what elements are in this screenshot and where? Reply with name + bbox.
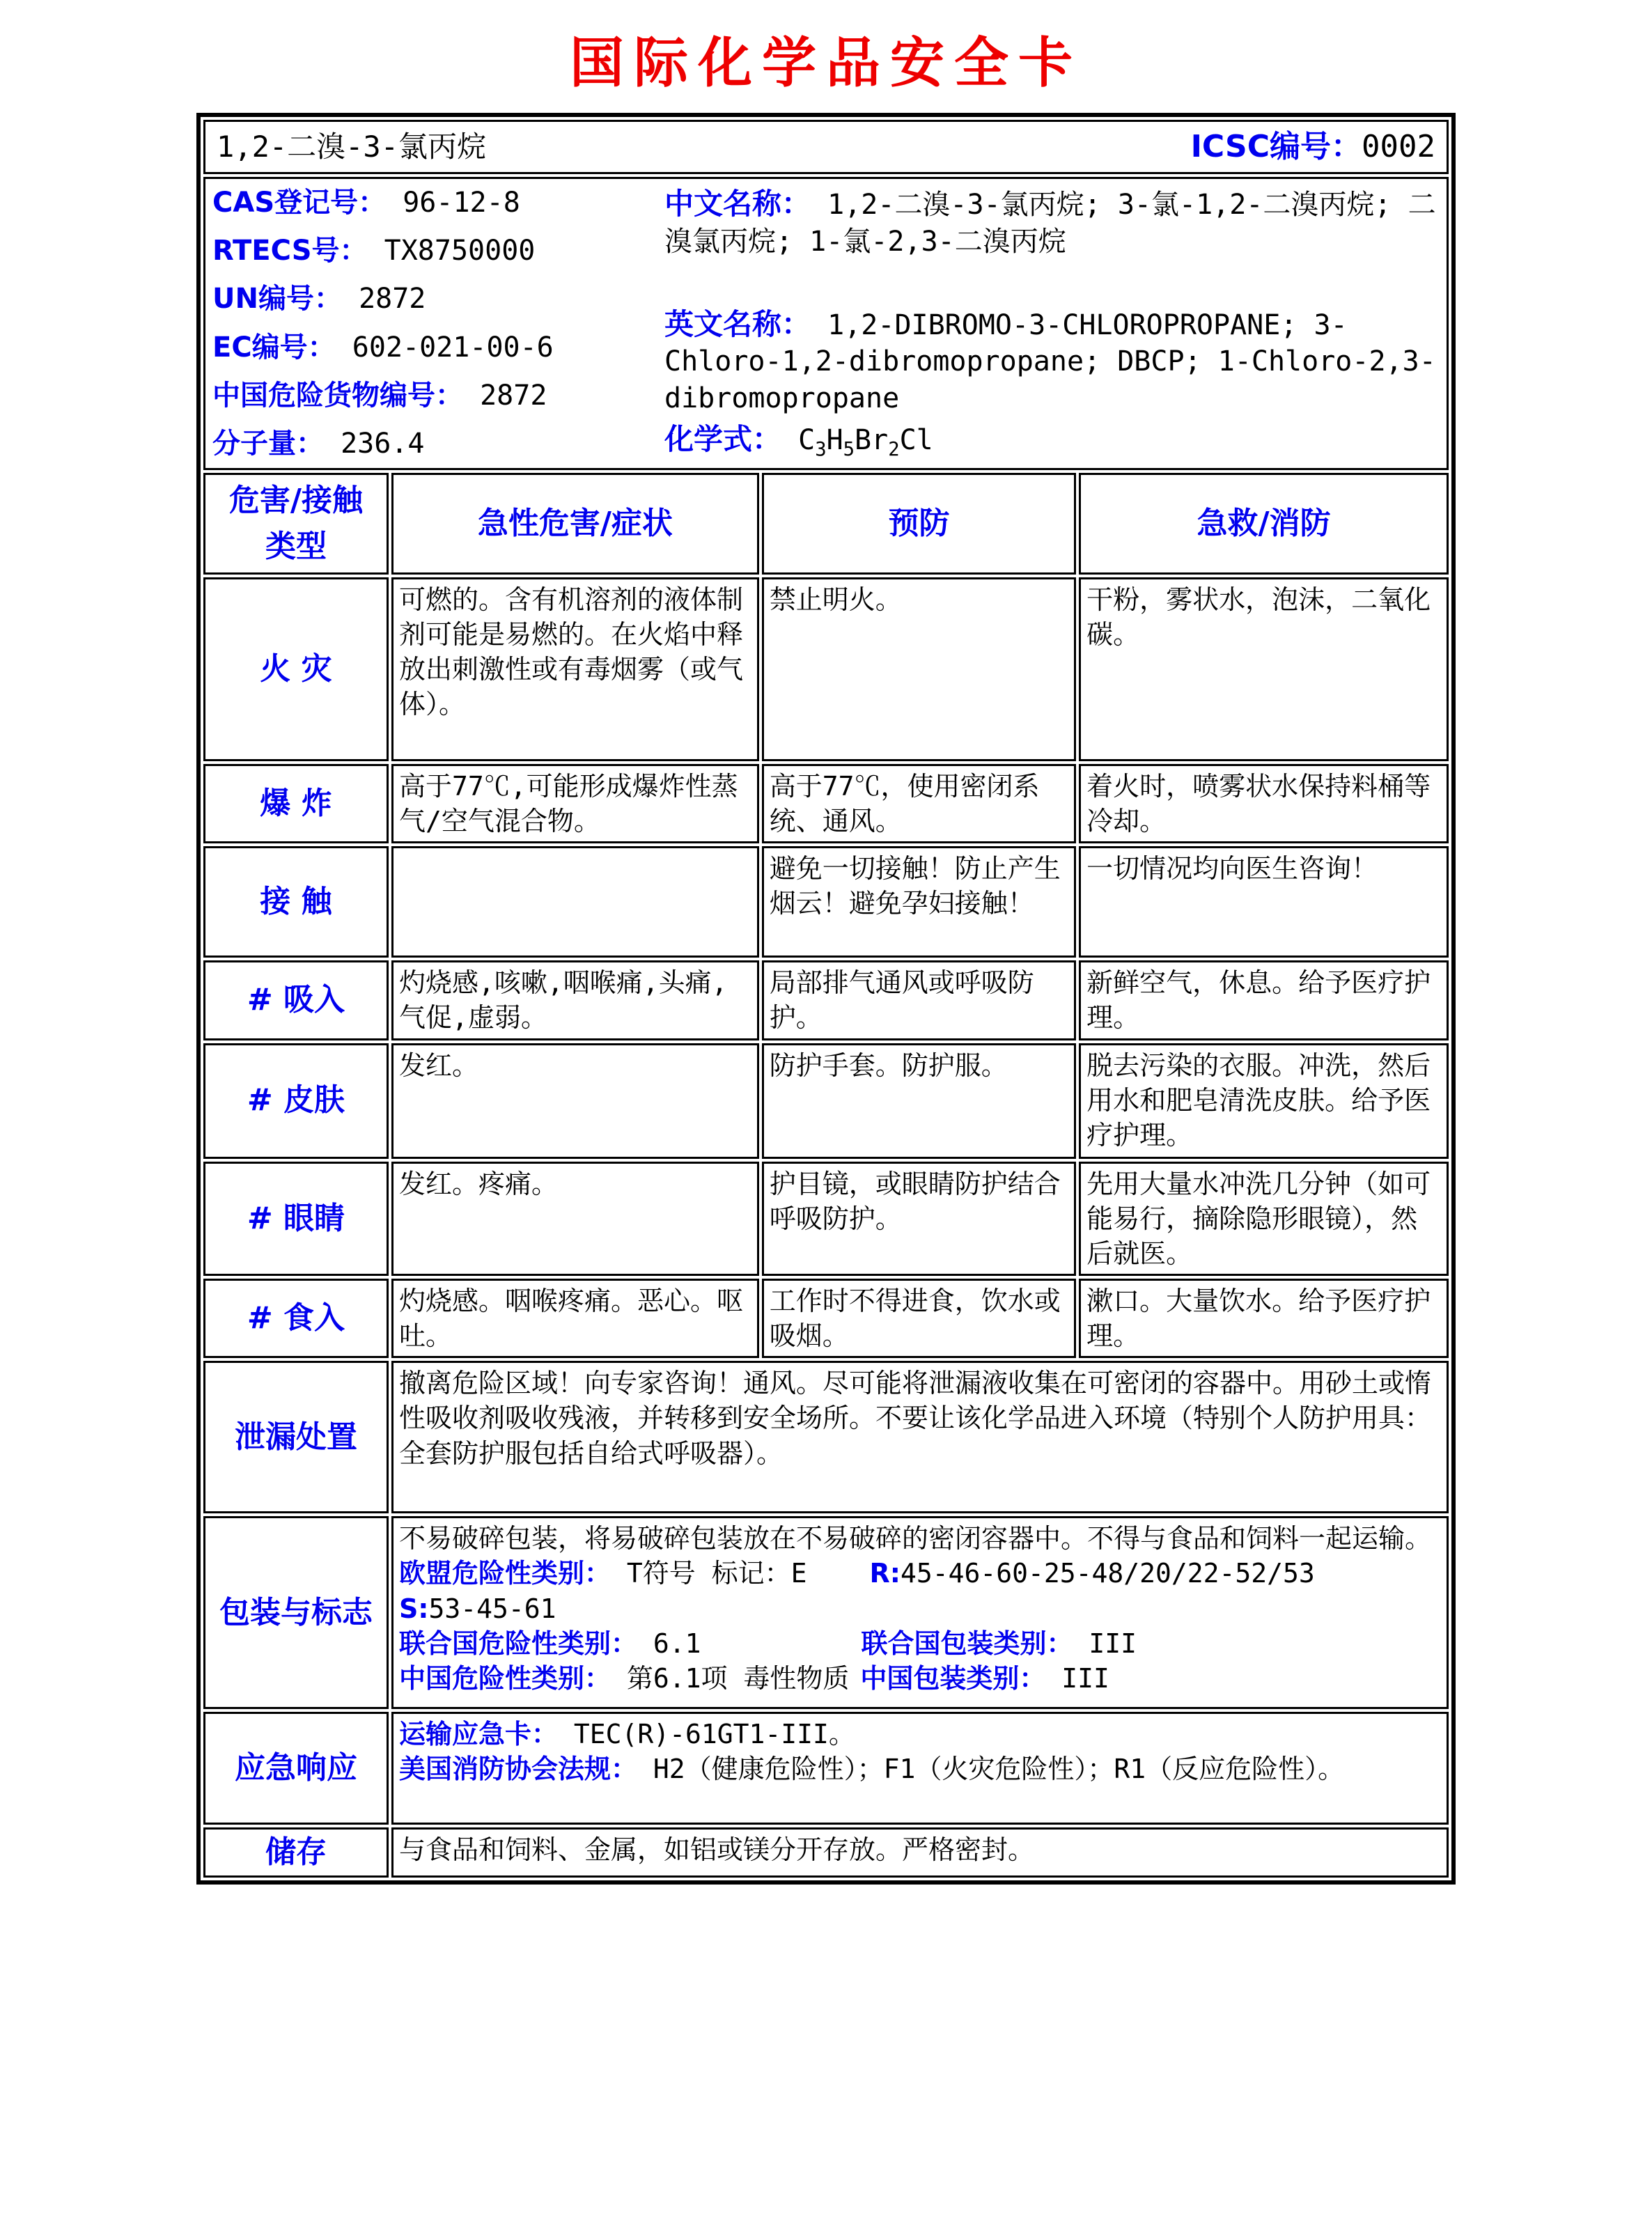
column-header-first-aid: 急救/消防 (1079, 473, 1449, 575)
s-phrases-line (399, 1591, 1441, 1626)
registry-numbers (212, 185, 662, 462)
icsc-number-group (1191, 127, 1435, 167)
ec-number-line (212, 329, 662, 366)
cn-class-line: 中国危险性类别： 第6.1项 毒性物质 中国包装类别： III (398, 1662, 1109, 1694)
molecular-weight-label: 分子量： (212, 428, 324, 460)
un-number-line (212, 281, 662, 318)
safety-card-table (196, 113, 1456, 1885)
cas-value: 96-12-8 (403, 187, 520, 219)
emergency-response-content (391, 1712, 1449, 1825)
skin-prevention: 防护手套。防护服。 (762, 1043, 1076, 1159)
un-packing-group-label: 联合国包装类别： (861, 1628, 1073, 1659)
hazard-label-contact: 接 触 (203, 846, 389, 958)
contact-symptoms (391, 846, 759, 958)
rtecs-number-line (212, 233, 662, 270)
ec-label: EC编号： (212, 331, 336, 364)
skin-first-aid: 脱去污染的衣服。冲洗，然后用水和肥皂清洗皮肤。给予医疗护理。 (1079, 1043, 1449, 1159)
formula-value: $C_3H_5Br_2Cl$ (798, 423, 933, 460)
transport-emergency-card-line: 运输应急卡： TEC(R)-61GT1-III。 (398, 1719, 855, 1750)
inhalation-first-aid: 新鲜空气，休息。给予医疗护理。 (1079, 960, 1449, 1040)
ingestion-symptoms: 灼烧感。咽喉疼痛。恶心。呕吐。 (391, 1279, 759, 1358)
r-phrases-label: R: (869, 1558, 901, 1589)
eyes-symptoms: 发红。疼痛。 (391, 1162, 759, 1276)
explosion-first-aid: 着火时，喷雾状水保持料桶等冷却。 (1079, 764, 1449, 843)
inhalation-symptoms: 灼烧感,咳嗽,咽喉痛,头痛,气促,虚弱。 (391, 960, 759, 1040)
eu-hazard-class-label: 欧盟危险性类别： (398, 1558, 611, 1589)
icsc-label: ICSC编号： (1190, 128, 1362, 164)
molecular-weight-value: 236.4 (341, 428, 425, 460)
eyes-first-aid: 先用大量水冲洗几分钟（如可能易行，摘除隐形眼镜），然后就医。 (1079, 1162, 1449, 1276)
column-header-prevention: 预防 (762, 473, 1076, 575)
cn-hazard-class-label: 中国危险性类别： (398, 1662, 611, 1694)
hazard-label-skin: # 皮肤 (203, 1043, 389, 1159)
s-phrases-label: S: (398, 1593, 429, 1624)
column-header-symptoms: 急性危害/症状 (391, 473, 759, 575)
cn-dangerous-goods-line (212, 377, 662, 414)
fire-symptoms: 可燃的。含有机溶剂的液体制剂可能是易燃的。在火焰中释放出刺激性或有毒烟雾（或气体）。 (391, 577, 759, 761)
hazard-label-fire: 火 灾 (203, 577, 389, 761)
section-label-emergency-response: 应急响应 (203, 1712, 389, 1825)
un-label: UN编号： (212, 283, 342, 315)
un-value: 2872 (359, 283, 426, 315)
ingestion-prevention: 工作时不得进食，饮水或吸烟。 (762, 1279, 1076, 1358)
s-phrases-value: 53-45-61 (428, 1593, 556, 1624)
nfpa-line: 美国消防协会法规： H2（健康危险性）；F1（火灾危险性）；R1（反应危险性）。 (398, 1754, 1345, 1785)
eyes-prevention: 护目镜，或眼睛防护结合呼吸防护。 (762, 1162, 1076, 1276)
explosion-symptoms: 高于77℃,可能形成爆炸性蒸气/空气混合物。 (391, 764, 759, 843)
page-title: 国际化学品安全卡 (569, 32, 1082, 95)
contact-prevention: 避免一切接触！防止产生烟云！避免孕妇接触！ (762, 846, 1076, 958)
cas-number-line (212, 185, 662, 221)
molecular-weight-line (212, 426, 662, 462)
contact-first-aid: 一切情况均向医生咨询！ (1079, 846, 1449, 958)
spill-disposal-text: 撤离危险区域！向专家咨询！通风。尽可能将泄漏液收集在可密闭的容器中。用砂土或惰性吸收剂吸收残液，并转移到安全场所。不要让该化学品进入环境（特别个人防护用具：全套防护服包括自给式呼吸器）。 (391, 1361, 1449, 1513)
section-label-storage: 储存 (203, 1827, 389, 1878)
chinese-name-value: 1,2-二溴-3-氯丙烷; 3-氯-1,2-二溴丙烷; 二溴氯丙烷; 1-氯-2,3-二溴丙烷 (664, 189, 1436, 258)
rtecs-value: TX8750000 (384, 235, 536, 267)
inhalation-prevention: 局部排气通风或呼吸防护。 (762, 960, 1076, 1040)
ingestion-first-aid: 漱口。大量饮水。给予医疗护理。 (1079, 1279, 1449, 1358)
cn-dangerous-goods-value: 2872 (480, 379, 547, 412)
fire-first-aid: 干粉，雾状水，泡沫，二氧化碳。 (1079, 577, 1449, 761)
column-header-type: 危害/接触 类型 (203, 473, 389, 575)
formula-label: 化学式： (664, 421, 782, 456)
section-label-spill-disposal: 泄漏处置 (203, 1361, 389, 1513)
english-name-label: 英文名称： (664, 306, 811, 341)
packaging-content (391, 1516, 1449, 1709)
chemical-names (662, 185, 1445, 462)
transport-emergency-card-label: 运输应急卡： (398, 1719, 558, 1750)
rtecs-label: RTECS号： (212, 235, 368, 267)
un-class-line: 联合国危险性类别： 6.1 联合国包装类别： III (398, 1628, 1137, 1659)
section-label-packaging: 包装与标志 (203, 1516, 389, 1709)
packaging-intro: 不易破碎包装，将易破碎包装放在不易破碎的密闭容器中。不得与食品和饲料一起运输。 (398, 1523, 1431, 1554)
hazard-label-ingestion: # 食入 (203, 1279, 389, 1358)
formula-block (664, 420, 1445, 462)
chemical-name: 1,2-二溴-3-氯丙烷 (217, 130, 487, 164)
header-row (203, 120, 1449, 174)
explosion-prevention: 高于77℃，使用密闭系统、通风。 (762, 764, 1076, 843)
chinese-name-label: 中文名称： (664, 187, 811, 221)
eu-hazard-class-line: 欧盟危险性类别： T符号 标记：E R:45-46-60-25-48/20/22-52/53 (398, 1558, 1315, 1589)
english-name-block (664, 305, 1445, 417)
ec-value: 602-021-00-6 (352, 331, 554, 364)
cn-dangerous-goods-label: 中国危险货物编号： (212, 379, 463, 412)
nfpa-label: 美国消防协会法规： (398, 1754, 637, 1785)
identification-row (203, 177, 1449, 470)
hazard-label-eyes: # 眼睛 (203, 1162, 389, 1276)
r-phrases-value: 45-46-60-25-48/20/22-52/53 (900, 1558, 1315, 1589)
chinese-name-block (664, 185, 1445, 260)
hazard-label-explosion: 爆 炸 (203, 764, 389, 843)
un-hazard-class-label: 联合国危险性类别： (398, 1628, 637, 1659)
cas-label: CAS登记号： (212, 187, 387, 219)
hazard-label-inhalation: # 吸入 (203, 960, 389, 1040)
storage-text: 与食品和饲料、金属，如铝或镁分开存放。严格密封。 (391, 1827, 1449, 1878)
english-name-value: 1,2-DIBROMO-3-CHLOROPROPANE; 3-Chloro-1,2-dibromopropane; DBCP; 1-Chloro-2,3-dibromopropane (664, 309, 1436, 415)
skin-symptoms: 发红。 (391, 1043, 759, 1159)
cn-packing-group-label: 中国包装类别： (860, 1662, 1046, 1694)
icsc-number: 0002 (1362, 128, 1435, 164)
fire-prevention: 禁止明火。 (762, 577, 1076, 761)
